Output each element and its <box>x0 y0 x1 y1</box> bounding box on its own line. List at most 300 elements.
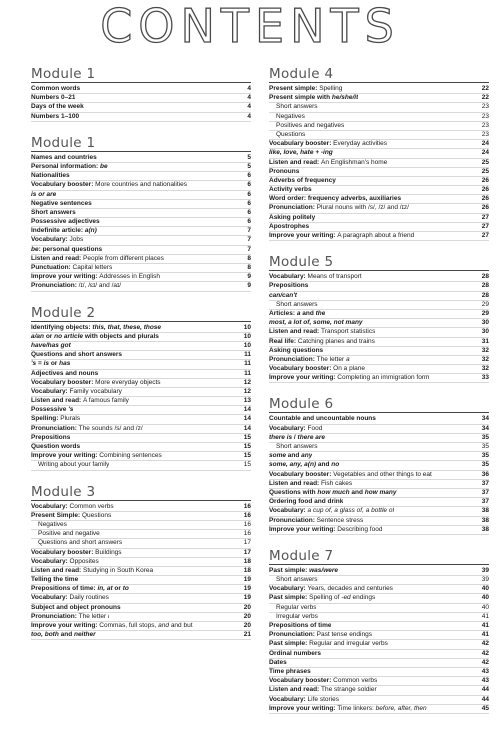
module-header <box>31 305 251 322</box>
toc-page-number: 10 <box>243 341 251 349</box>
toc-entry[interactable] <box>269 650 489 659</box>
toc-entry-title: Listen and read: Studying in South Korea <box>31 566 154 574</box>
toc-entry-title: Time phrases <box>269 667 311 675</box>
toc-entry[interactable] <box>31 425 251 434</box>
toc-page-number: 33 <box>481 374 489 382</box>
toc-page-number: 20 <box>243 622 251 629</box>
toc-entry[interactable] <box>269 668 489 677</box>
toc-entry-title: Subject and object pronouns <box>31 603 121 611</box>
toc-entry-title: Present Simple: Questions <box>31 511 112 519</box>
toc-entry-title: Prepositions <box>269 282 309 290</box>
toc-entry[interactable] <box>269 613 489 622</box>
toc-entry[interactable] <box>269 328 489 337</box>
module-title: Module 2 <box>31 304 96 321</box>
toc-entry[interactable] <box>269 696 489 705</box>
toc-entry[interactable] <box>31 255 251 264</box>
module-section <box>31 135 251 292</box>
toc-page-number: 10 <box>243 332 251 340</box>
toc-page-number: 35 <box>481 461 489 469</box>
toc-entry[interactable] <box>269 273 489 282</box>
toc-entry[interactable] <box>269 434 489 443</box>
toc-entry[interactable] <box>31 461 251 470</box>
toc-entry[interactable] <box>269 131 489 140</box>
toc-entry[interactable] <box>31 85 251 94</box>
toc-entry-title: Indefinite article: a(n) <box>31 227 97 235</box>
toc-entry[interactable] <box>269 282 489 291</box>
page-title: CONTENTS <box>100 0 400 53</box>
toc-entry-title: Listen and read: The strange soldier <box>269 686 377 694</box>
toc-entry-title: Questions and short answers <box>38 539 123 547</box>
toc-entry[interactable] <box>269 103 489 112</box>
toc-page-number: 18 <box>243 557 251 565</box>
toc-entry-title: Apostrophes <box>269 222 310 230</box>
toc-page-number: 6 <box>247 218 251 226</box>
toc-page-number: 6 <box>247 199 251 207</box>
toc-page-number: 15 <box>243 452 251 460</box>
toc-page-number: 38 <box>481 525 489 533</box>
toc-entry[interactable] <box>31 443 251 452</box>
toc-entry[interactable] <box>31 273 251 282</box>
toc-entry[interactable] <box>269 292 489 301</box>
toc-entry[interactable] <box>269 517 489 526</box>
module-header <box>269 396 489 413</box>
toc-entry[interactable] <box>269 338 489 347</box>
toc-entry-title: 's = is or has <box>31 360 71 368</box>
toc-entry[interactable] <box>31 521 251 530</box>
toc-entry-title: Days of the week <box>31 103 84 111</box>
toc-entry[interactable] <box>269 223 489 232</box>
toc-entry[interactable] <box>269 526 489 535</box>
toc-entry[interactable] <box>269 113 489 122</box>
toc-entry[interactable] <box>31 360 251 369</box>
toc-entry[interactable] <box>31 264 251 273</box>
toc-entry-title: Improve your writing: Addresses in English <box>31 273 160 281</box>
toc-entry[interactable] <box>269 480 489 489</box>
toc-page-number: 9 <box>247 282 251 290</box>
toc-entry[interactable] <box>269 452 489 461</box>
toc-entry[interactable] <box>31 113 251 122</box>
toc-entry-title: Vocabulary: Years, decades and centuries <box>269 585 393 593</box>
toc-entry[interactable] <box>269 585 489 594</box>
toc-page-number: 8 <box>247 264 251 271</box>
toc-entry-title: Numbers 0–21 <box>31 94 76 102</box>
toc-entry[interactable] <box>269 204 489 213</box>
toc-entry[interactable] <box>269 461 489 470</box>
toc-entry-title: Negative sentences <box>31 199 92 207</box>
toc-entry[interactable] <box>31 191 251 200</box>
toc-entry-title: Short answers <box>276 103 318 111</box>
toc-entry-title: Names and countries <box>31 153 97 161</box>
toc-page-number: 26 <box>481 204 489 212</box>
toc-entry-title: be: personal questions <box>31 245 103 253</box>
toc-page-number: 43 <box>481 677 489 685</box>
toc-entry-title: Vocabulary booster: On a plane <box>269 365 365 373</box>
toc-entry-title: Prepositions of time <box>269 622 332 629</box>
toc-entry-title: Pronunciation: /ɪ/, /ɛɪ/ and /aɪ/ <box>31 282 122 290</box>
toc-entry[interactable] <box>31 282 251 291</box>
toc-entry-title: Short answers <box>276 443 318 450</box>
module-header <box>31 135 251 152</box>
toc-entry-title: Asking politely <box>269 213 316 221</box>
module-title: Module 1 <box>31 134 96 151</box>
toc-entry[interactable] <box>31 342 251 351</box>
toc-entry[interactable] <box>31 406 251 415</box>
contents-column-left <box>31 66 251 640</box>
toc-entry[interactable] <box>31 558 251 567</box>
toc-entry-title: Word order: frequency adverbs, auxiliaries <box>269 195 402 203</box>
toc-entry-title: Improve your writing: Combining sentences <box>31 452 162 460</box>
module-section <box>269 254 489 383</box>
toc-entry[interactable] <box>269 415 489 424</box>
toc-page-number: 4 <box>247 112 251 120</box>
toc-entry[interactable] <box>31 604 251 613</box>
toc-page-number: 28 <box>481 273 489 281</box>
toc-entry-title: Regular verbs <box>276 603 317 611</box>
toc-entry-title: Vocabulary: Life stories <box>269 695 339 703</box>
toc-page-number: 36 <box>481 470 489 478</box>
toc-entry-title: some and any <box>269 452 313 460</box>
toc-page-number: 41 <box>481 612 489 620</box>
toc-page-number: 19 <box>243 576 251 584</box>
toc-entry-title: Improve your writing: Time linkers: before, after, then <box>269 704 427 712</box>
toc-page-number: 11 <box>244 369 251 377</box>
toc-entry-title: Listen and read: People from different places <box>31 254 164 262</box>
toc-page-number: 17 <box>243 539 251 547</box>
toc-entry[interactable] <box>269 195 489 204</box>
toc-entry-title: Pronunciation: Plural nouns with /s/, /z/ and /ɪz/ <box>269 204 409 212</box>
toc-entry-title: Dates <box>269 658 287 666</box>
toc-entry[interactable] <box>31 246 251 255</box>
toc-page-number: 35 <box>481 452 489 460</box>
module-header <box>269 254 489 271</box>
module-section <box>269 66 489 241</box>
toc-entry-title: too, both and neither <box>31 631 96 639</box>
toc-entry[interactable] <box>31 227 251 236</box>
toc-entry-title: Vocabulary: Opposites <box>31 557 99 565</box>
toc-page-number: 28 <box>481 291 489 299</box>
toc-entry-title: Vocabulary: Food <box>269 424 323 432</box>
toc-entry[interactable] <box>269 471 489 480</box>
toc-page-number: 26 <box>481 176 489 184</box>
toc-entry[interactable] <box>269 122 489 131</box>
toc-page-number: 25 <box>481 167 489 175</box>
toc-entry-title: Positive and negative <box>38 530 100 538</box>
toc-entry[interactable] <box>269 177 489 186</box>
toc-entry-title: Pronunciation: Past tense endings <box>269 631 372 639</box>
toc-page-number: 19 <box>243 585 251 593</box>
toc-entry-title: Punctuation: Capital letters <box>31 264 113 271</box>
toc-entry[interactable] <box>31 103 251 112</box>
toc-entry-title: Articles: a and the <box>269 309 326 317</box>
toc-page-number: 6 <box>247 190 251 198</box>
toc-entry[interactable] <box>31 236 251 245</box>
toc-entry[interactable] <box>269 347 489 356</box>
toc-entry-title: Listen and read: Transport statistics <box>269 328 376 336</box>
toc-entry-title: Listen and read: An Englishman's home <box>269 158 388 166</box>
toc-entry[interactable] <box>269 498 489 507</box>
toc-entry-title: Present simple with he/she/it <box>269 94 359 102</box>
toc-entry[interactable] <box>31 549 251 558</box>
toc-entry[interactable] <box>31 512 251 521</box>
toc-page-number: 39 <box>481 566 489 574</box>
toc-entry-title: Negatives <box>276 112 305 120</box>
module-header <box>31 484 251 501</box>
toc-entry[interactable] <box>269 85 489 94</box>
toc-page-number: 44 <box>481 695 489 703</box>
toc-page-number: 4 <box>247 85 251 92</box>
toc-entry[interactable] <box>31 379 251 388</box>
toc-entry[interactable] <box>269 214 489 223</box>
toc-entry[interactable] <box>31 452 251 461</box>
toc-entry[interactable] <box>269 186 489 195</box>
toc-entry-title: there is / there are <box>269 433 326 441</box>
toc-entry-title: Improve your writing: Describing food <box>269 525 383 533</box>
toc-page-number: 14 <box>243 415 251 423</box>
toc-entry-title: Question words <box>31 443 81 450</box>
toc-page-number: 7 <box>247 245 251 253</box>
toc-page-number: 23 <box>481 130 489 138</box>
toc-entry-title: Prepositions <box>31 433 71 441</box>
toc-page-number: 31 <box>481 337 489 345</box>
toc-entry[interactable] <box>269 425 489 434</box>
toc-page-number: 10 <box>243 323 251 331</box>
toc-entry[interactable] <box>31 163 251 172</box>
toc-page-number: 25 <box>481 158 489 166</box>
toc-entry[interactable] <box>269 310 489 319</box>
toc-entry-title: Pronunciation: The letter i <box>31 612 110 620</box>
module-title: Module 4 <box>269 66 334 82</box>
toc-page-number: 23 <box>481 112 489 120</box>
toc-entry[interactable] <box>269 604 489 613</box>
toc-page-number: 5 <box>247 153 251 161</box>
toc-entry-title: Negatives <box>38 520 67 528</box>
toc-entry[interactable] <box>269 94 489 103</box>
toc-page-number: 8 <box>247 254 251 262</box>
toc-entry[interactable] <box>31 218 251 227</box>
toc-page-number: 20 <box>243 612 251 620</box>
toc-entry-title: Past simple: Spelling of -ed endings <box>269 594 376 602</box>
toc-page-number: 23 <box>481 103 489 111</box>
toc-entry[interactable] <box>31 434 251 443</box>
toc-entry[interactable] <box>269 443 489 452</box>
toc-entry[interactable] <box>31 200 251 209</box>
toc-page-number: 42 <box>481 640 489 648</box>
toc-page-number: 30 <box>481 328 489 336</box>
toc-page-number: 35 <box>481 443 489 450</box>
toc-entry-title: Listen and read: A famous family <box>31 397 129 405</box>
toc-entry[interactable] <box>269 140 489 149</box>
toc-entry[interactable] <box>31 622 251 631</box>
toc-entry-title: Short answers <box>31 208 76 216</box>
toc-entry-title: Prepositions of time: in, at or to <box>31 585 129 593</box>
toc-entry[interactable] <box>31 567 251 576</box>
toc-page-number: 13 <box>243 397 251 405</box>
toc-entry-title: Personal information: be <box>31 162 108 170</box>
toc-page-number: 26 <box>481 186 489 194</box>
toc-page-number: 15 <box>243 443 251 450</box>
toc-entry[interactable] <box>31 613 251 622</box>
toc-entry[interactable] <box>31 576 251 585</box>
toc-page-number: 26 <box>481 195 489 203</box>
toc-entry-title: Positives and negatives <box>276 121 345 129</box>
toc-page-number: 23 <box>481 121 489 129</box>
toc-entry-title: Adverbs of frequency <box>269 176 336 184</box>
toc-entry-title: Vocabulary: a cup of, a glass of, a bottle of <box>269 507 395 515</box>
module-title: Module 6 <box>269 396 334 413</box>
toc-page-number: 14 <box>243 406 251 414</box>
toc-entry[interactable] <box>269 232 489 241</box>
module-header <box>269 66 489 83</box>
toc-page-number: 40 <box>481 594 489 602</box>
toc-page-number: 42 <box>481 649 489 657</box>
toc-page-number: 24 <box>481 149 489 157</box>
toc-page-number: 27 <box>481 232 489 239</box>
toc-entry[interactable] <box>269 301 489 310</box>
toc-entry-title: Present simple: Spelling <box>269 85 343 92</box>
toc-entry[interactable] <box>31 370 251 379</box>
toc-entry-title: Questions <box>276 130 306 138</box>
toc-entry-title: a/an or no article with objects and plurals <box>31 332 159 340</box>
toc-page-number: 39 <box>481 576 489 584</box>
toc-page-number: 16 <box>243 530 251 538</box>
toc-page-number: 32 <box>481 346 489 354</box>
toc-entry-title: Identifying objects: this, that, these, those <box>31 323 162 331</box>
toc-entry[interactable] <box>269 659 489 668</box>
toc-page-number: 38 <box>481 507 489 515</box>
toc-entry-title: some, any, a(n) and no <box>269 461 340 469</box>
toc-entry[interactable] <box>269 159 489 168</box>
toc-entry[interactable] <box>31 209 251 218</box>
toc-entry[interactable] <box>31 351 251 360</box>
toc-entry-title: Past simple: Regular and irregular verbs <box>269 640 388 648</box>
toc-entry[interactable] <box>31 530 251 539</box>
toc-entry[interactable] <box>269 149 489 158</box>
toc-entry-title: like, love, hate + -ing <box>269 149 333 157</box>
toc-entry-title: Telling the time <box>31 576 79 584</box>
toc-entry-title: Adjectives and nouns <box>31 369 99 377</box>
toc-entry[interactable] <box>269 640 489 649</box>
toc-page-number: 34 <box>481 415 489 423</box>
toc-entry[interactable] <box>31 333 251 342</box>
module-section <box>31 305 251 471</box>
toc-entry[interactable] <box>269 168 489 177</box>
toc-entry-title: Pronouns <box>269 167 300 175</box>
toc-entry-title: Vocabulary: Family vocabulary <box>31 387 122 395</box>
toc-page-number: 9 <box>247 273 251 281</box>
toc-page-number: 28 <box>481 282 489 290</box>
toc-entry[interactable] <box>269 374 489 383</box>
toc-page-number: 15 <box>243 433 251 441</box>
toc-entry[interactable] <box>269 507 489 516</box>
toc-entry[interactable] <box>31 94 251 103</box>
toc-entry-title: Short answers <box>276 576 318 584</box>
toc-page-number: 37 <box>481 498 489 506</box>
toc-entry-title: Vocabulary: Common verbs <box>31 502 114 510</box>
toc-entry-title: Possessive adjectives <box>31 218 100 226</box>
toc-entry-title: Improve your writing: Commas, full stops, and and but <box>31 622 193 629</box>
toc-entry-title: Ordinal numbers <box>269 649 322 657</box>
toc-entry-title: Spelling: Plurals <box>31 415 81 423</box>
toc-page-number: 27 <box>481 213 489 221</box>
toc-entry-title: Improve your writing: A paragraph about a friend <box>269 232 415 239</box>
toc-entry-title: Vocabulary booster: Everyday activities <box>269 140 387 148</box>
module-title: Module 7 <box>269 547 334 564</box>
toc-page-number: 20 <box>243 603 251 611</box>
toc-page-number: 41 <box>481 622 489 629</box>
toc-entry[interactable] <box>31 539 251 548</box>
toc-entry[interactable] <box>31 388 251 397</box>
module-title: Module 3 <box>31 483 96 500</box>
toc-page-number: 45 <box>481 704 489 712</box>
toc-entry[interactable] <box>31 397 251 406</box>
toc-entry[interactable] <box>31 181 251 190</box>
toc-entry[interactable] <box>269 631 489 640</box>
toc-entry-title: Vocabulary booster: Buildings <box>31 548 122 556</box>
toc-page-number: 43 <box>481 667 489 675</box>
contents-column-right <box>269 66 489 714</box>
toc-entry[interactable] <box>269 576 489 585</box>
toc-page-number: 42 <box>481 658 489 666</box>
toc-entry[interactable] <box>31 324 251 333</box>
toc-entry-title: Past simple: was/were <box>269 566 339 574</box>
module-section <box>31 66 251 122</box>
toc-entry[interactable] <box>269 319 489 328</box>
toc-entry-title: Vocabulary: Jobs <box>31 236 84 244</box>
toc-page-number: 19 <box>243 594 251 602</box>
toc-entry[interactable] <box>269 677 489 686</box>
toc-page-number: 18 <box>243 566 251 574</box>
toc-entry-title: Vocabulary: Daily routines <box>31 594 109 602</box>
toc-page-number: 44 <box>481 686 489 694</box>
toc-entry[interactable] <box>269 594 489 603</box>
toc-page-number: 16 <box>243 520 251 528</box>
toc-entry[interactable] <box>269 705 489 714</box>
toc-entry[interactable] <box>31 594 251 603</box>
toc-entry[interactable] <box>269 365 489 374</box>
toc-entry[interactable] <box>31 172 251 181</box>
toc-entry[interactable] <box>31 585 251 594</box>
toc-entry-title: Short answers <box>276 300 318 308</box>
toc-page-number: 12 <box>243 387 251 395</box>
toc-entry[interactable] <box>269 356 489 365</box>
module-header <box>31 66 251 83</box>
toc-page-number: 24 <box>481 140 489 148</box>
toc-entry[interactable] <box>31 503 251 512</box>
toc-entry-title: Ordering food and drink <box>269 498 344 506</box>
toc-entry-title: Countable and uncountable nouns <box>269 415 376 423</box>
toc-entry[interactable] <box>31 415 251 424</box>
toc-entry-title: Common words <box>31 85 81 92</box>
toc-page-number: 41 <box>481 631 489 639</box>
toc-entry-title: Writing about your family <box>38 461 110 469</box>
toc-page-number: 32 <box>481 365 489 373</box>
toc-entry[interactable] <box>269 622 489 631</box>
toc-page-number: 16 <box>243 511 251 519</box>
toc-entry[interactable] <box>31 154 251 163</box>
toc-page-number: 15 <box>243 461 251 469</box>
toc-page-number: 22 <box>481 94 489 102</box>
toc-entry[interactable] <box>269 489 489 498</box>
toc-entry-title: Questions with how much and how many <box>269 488 397 496</box>
toc-page-number: 6 <box>247 208 251 216</box>
toc-page-number: 7 <box>247 236 251 244</box>
toc-page-number: 14 <box>243 424 251 432</box>
toc-page-number: 17 <box>243 548 251 556</box>
toc-entry[interactable] <box>31 631 251 640</box>
toc-entry[interactable] <box>269 686 489 695</box>
toc-page-number: 11 <box>244 351 251 359</box>
toc-entry[interactable] <box>269 567 489 576</box>
